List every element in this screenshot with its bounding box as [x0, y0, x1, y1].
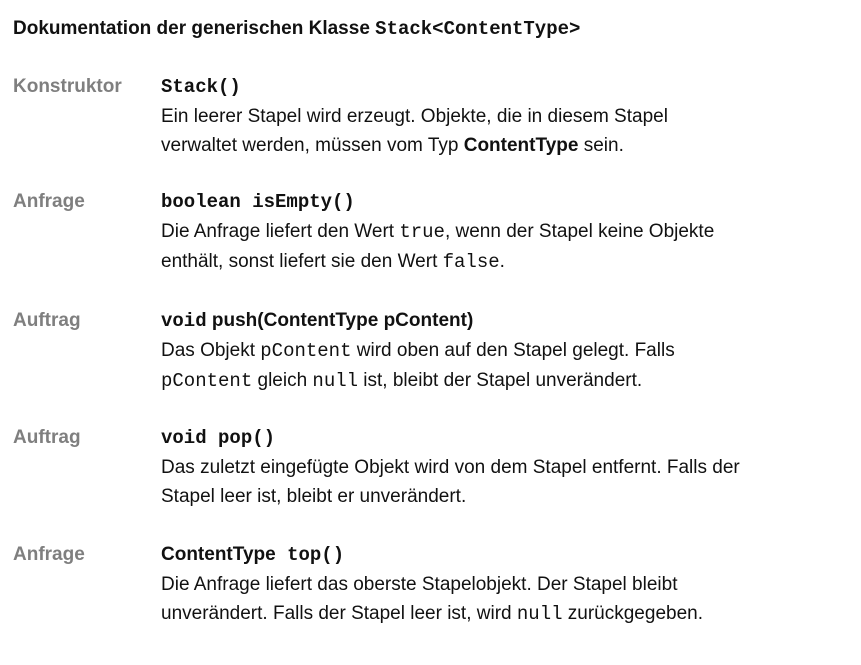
description-line: [161, 453, 841, 482]
description-text: Die Anfrage liefert das oberste Stapelobjekt. Der Stapel bleibt: [161, 574, 678, 595]
entry-body: [161, 306, 841, 396]
description-text: unverändert. Falls der Stapel leer ist, wird: [161, 603, 517, 624]
description-line: [161, 247, 841, 277]
entry-kind-label: Auftrag: [13, 310, 81, 331]
description-text: Das Objekt: [161, 340, 261, 361]
entry-kind-label: Auftrag: [13, 427, 81, 448]
description-line: [161, 102, 841, 131]
code-literal: true: [399, 221, 445, 243]
description-text: ist, bleibt der Stapel unverändert.: [358, 370, 643, 391]
description-line: [161, 366, 841, 396]
entry-body: [161, 540, 841, 629]
entry-body: [161, 72, 841, 160]
method-description: [161, 102, 841, 160]
description-line: [161, 482, 841, 511]
code-literal: pContent: [161, 370, 253, 392]
method-description: [161, 217, 841, 277]
entry-kind-label: Anfrage: [13, 544, 85, 565]
code-literal: pContent: [260, 340, 352, 362]
method-signature: boolean isEmpty(): [161, 191, 355, 213]
description-text: sein.: [578, 135, 624, 156]
description-text: , wenn der Stapel keine Objekte: [444, 221, 715, 242]
description-text: zurückgegeben.: [562, 603, 703, 624]
method-signature: void pop(): [161, 427, 276, 449]
entry-body: [161, 423, 841, 511]
method-signature: [161, 306, 841, 336]
code-literal: null: [516, 603, 563, 625]
doc-title-class: Stack<ContentType>: [375, 18, 581, 40]
description-line: [161, 599, 841, 629]
entry-kind-label: Konstruktor: [13, 76, 122, 97]
signature-type: ContentType: [161, 544, 276, 565]
signature-keyword: void: [161, 310, 207, 332]
description-text: Stapel leer ist, bleibt er unverändert.: [161, 486, 467, 507]
description-line: [161, 217, 841, 247]
entry-kind-label: Anfrage: [13, 191, 85, 212]
signature-method: top(): [275, 544, 345, 566]
method-signature: Stack(): [161, 76, 241, 98]
description-text: verwaltet werden, müssen vom Typ: [161, 135, 464, 156]
description-text: Das zuletzt eingefügte Objekt wird von dem Stapel entfernt. Falls der: [161, 457, 740, 478]
description-text: .: [499, 251, 505, 272]
method-description: [161, 336, 841, 396]
method-description: [161, 453, 841, 511]
description-text: wird oben auf den Stapel gelegt. Falls: [351, 340, 675, 361]
description-line: [161, 336, 841, 366]
method-signature: [161, 540, 841, 570]
description-text: enthält, sonst liefert sie den Wert: [161, 251, 443, 272]
signature-text: push(ContentType pContent): [206, 310, 474, 331]
description-text: Die Anfrage liefert den Wert: [161, 221, 400, 242]
description-line: [161, 131, 841, 160]
entry-body: [161, 187, 841, 277]
doc-title-prefix: Dokumentation der generischen Klasse: [13, 18, 376, 39]
description-text: Ein leerer Stapel wird erzeugt. Objekte, die in diesem Stapel: [161, 106, 668, 127]
description-line: [161, 570, 841, 599]
description-text: gleich: [252, 370, 313, 391]
code-literal: false: [442, 251, 500, 273]
doc-title: [13, 16, 580, 42]
type-name-bold: ContentType: [463, 135, 579, 156]
method-description: [161, 570, 841, 629]
code-literal: null: [312, 370, 359, 392]
